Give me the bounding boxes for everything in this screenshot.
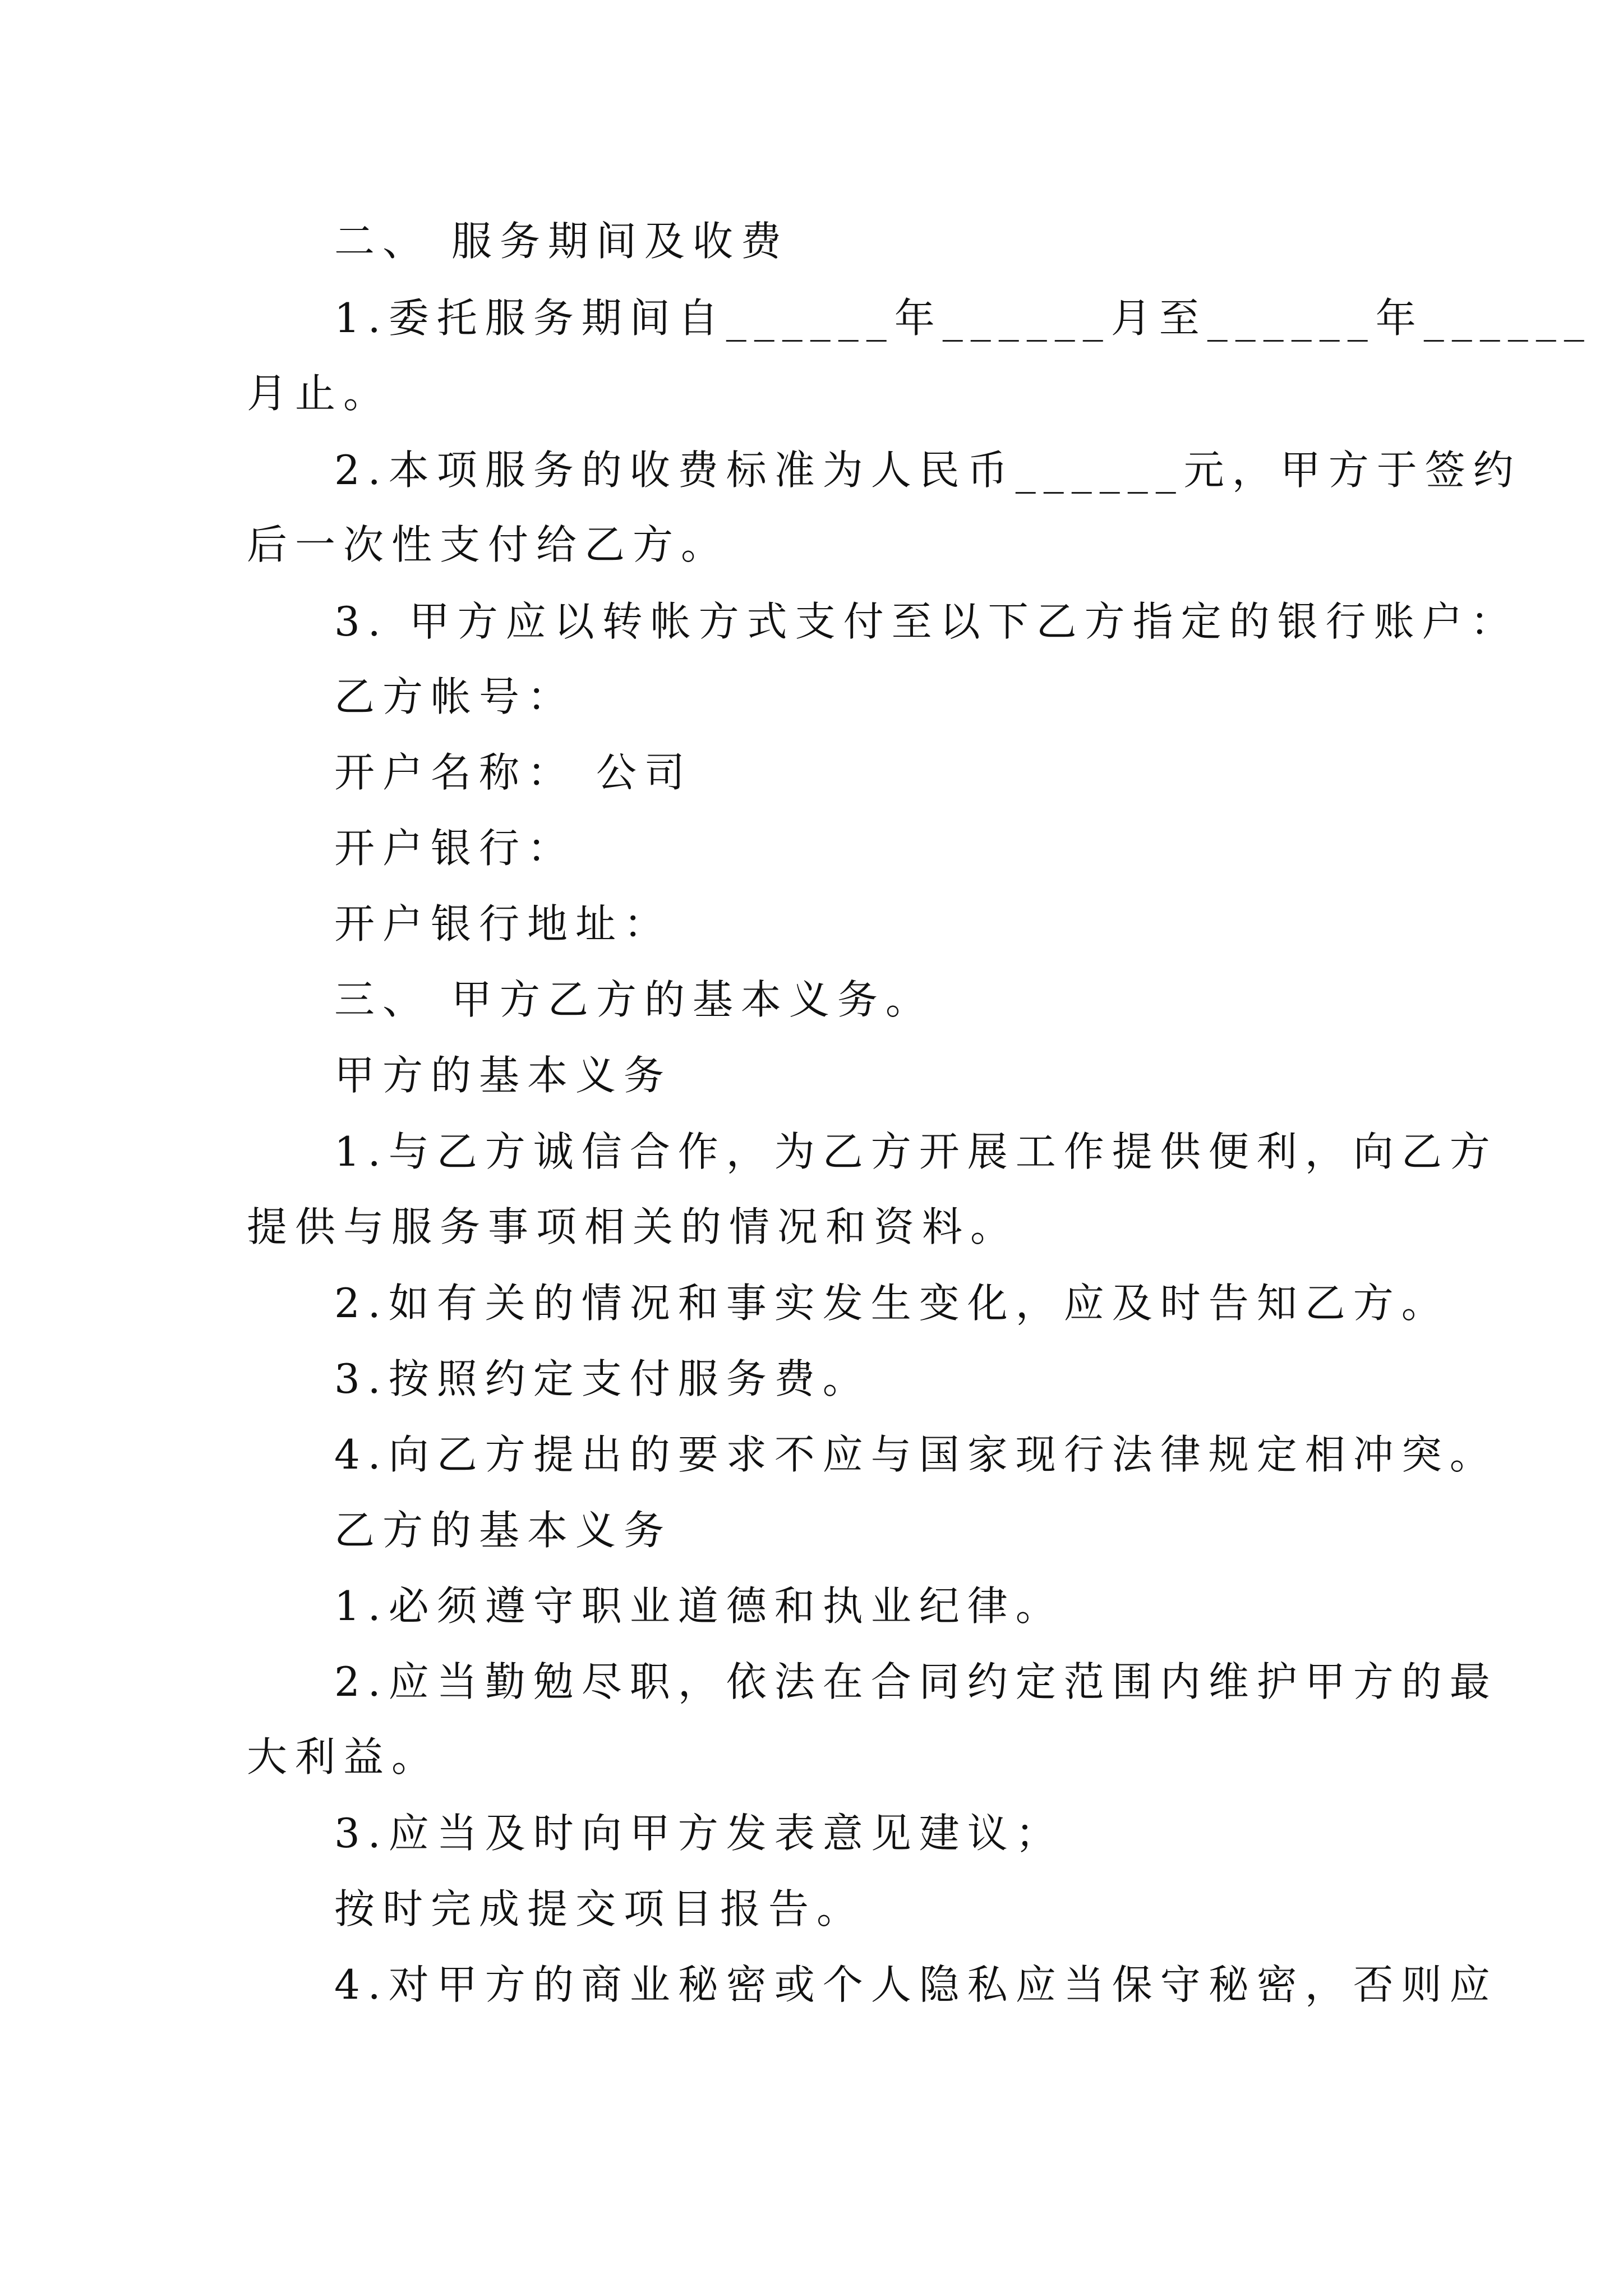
subheading-party-a-obligations: 甲方的基本义务 bbox=[334, 1052, 672, 1099]
party-a-item-2: 2.如有关的情况和事实发生变化，应及时告知乙方。 bbox=[334, 1280, 1450, 1327]
clause-fee-standard-cont: 后一次性支付给乙方。 bbox=[247, 521, 730, 568]
party-b-item-2-cont: 大利益。 bbox=[247, 1733, 440, 1780]
party-b-item-4: 4.对甲方的商业秘密或个人隐私应当保守秘密，否则应 bbox=[334, 1961, 1498, 2008]
account-number-label: 乙方帐号： bbox=[334, 673, 576, 720]
party-b-item-1: 1.必须遵守职业道德和执业纪律。 bbox=[334, 1582, 1064, 1630]
party-a-item-4: 4.向乙方提出的要求不应与国家现行法律规定相冲突。 bbox=[334, 1431, 1498, 1478]
party-b-item-3: 3.应当及时向甲方发表意见建议； bbox=[334, 1810, 1064, 1857]
bank-name-label: 开户银行： bbox=[334, 825, 576, 872]
account-name-label: 开户名称： 公司 bbox=[334, 749, 693, 796]
party-a-item-3: 3.按照约定支付服务费。 bbox=[334, 1355, 871, 1402]
bank-address-label: 开户银行地址： bbox=[334, 900, 672, 947]
party-a-item-1: 1.与乙方诚信合作，为乙方开展工作提供便利，向乙方 bbox=[334, 1128, 1498, 1175]
party-b-item-2: 2.应当勤勉尽职，依法在合同约定范围内维护甲方的最 bbox=[334, 1658, 1498, 1705]
party-b-item-3-cont: 按时完成提交项目报告。 bbox=[334, 1885, 865, 1932]
section-heading-obligations: 三、 甲方乙方的基本义务。 bbox=[334, 976, 934, 1023]
clause-service-period: 1.委托服务期间自______年______月至______年______ bbox=[334, 295, 1592, 342]
subheading-party-b-obligations: 乙方的基本义务 bbox=[334, 1507, 672, 1554]
clause-service-period-cont: 月止。 bbox=[247, 370, 392, 417]
party-a-item-1-cont: 提供与服务事项相关的情况和资料。 bbox=[247, 1203, 1019, 1250]
clause-fee-standard: 2.本项服务的收费标准为人民币______元，甲方于签约 bbox=[334, 447, 1521, 494]
clause-payment-method: 3. 甲方应以转帐方式支付至以下乙方指定的银行账户： bbox=[334, 598, 1519, 645]
section-heading-service-period: 二、 服务期间及收费 bbox=[334, 218, 789, 265]
